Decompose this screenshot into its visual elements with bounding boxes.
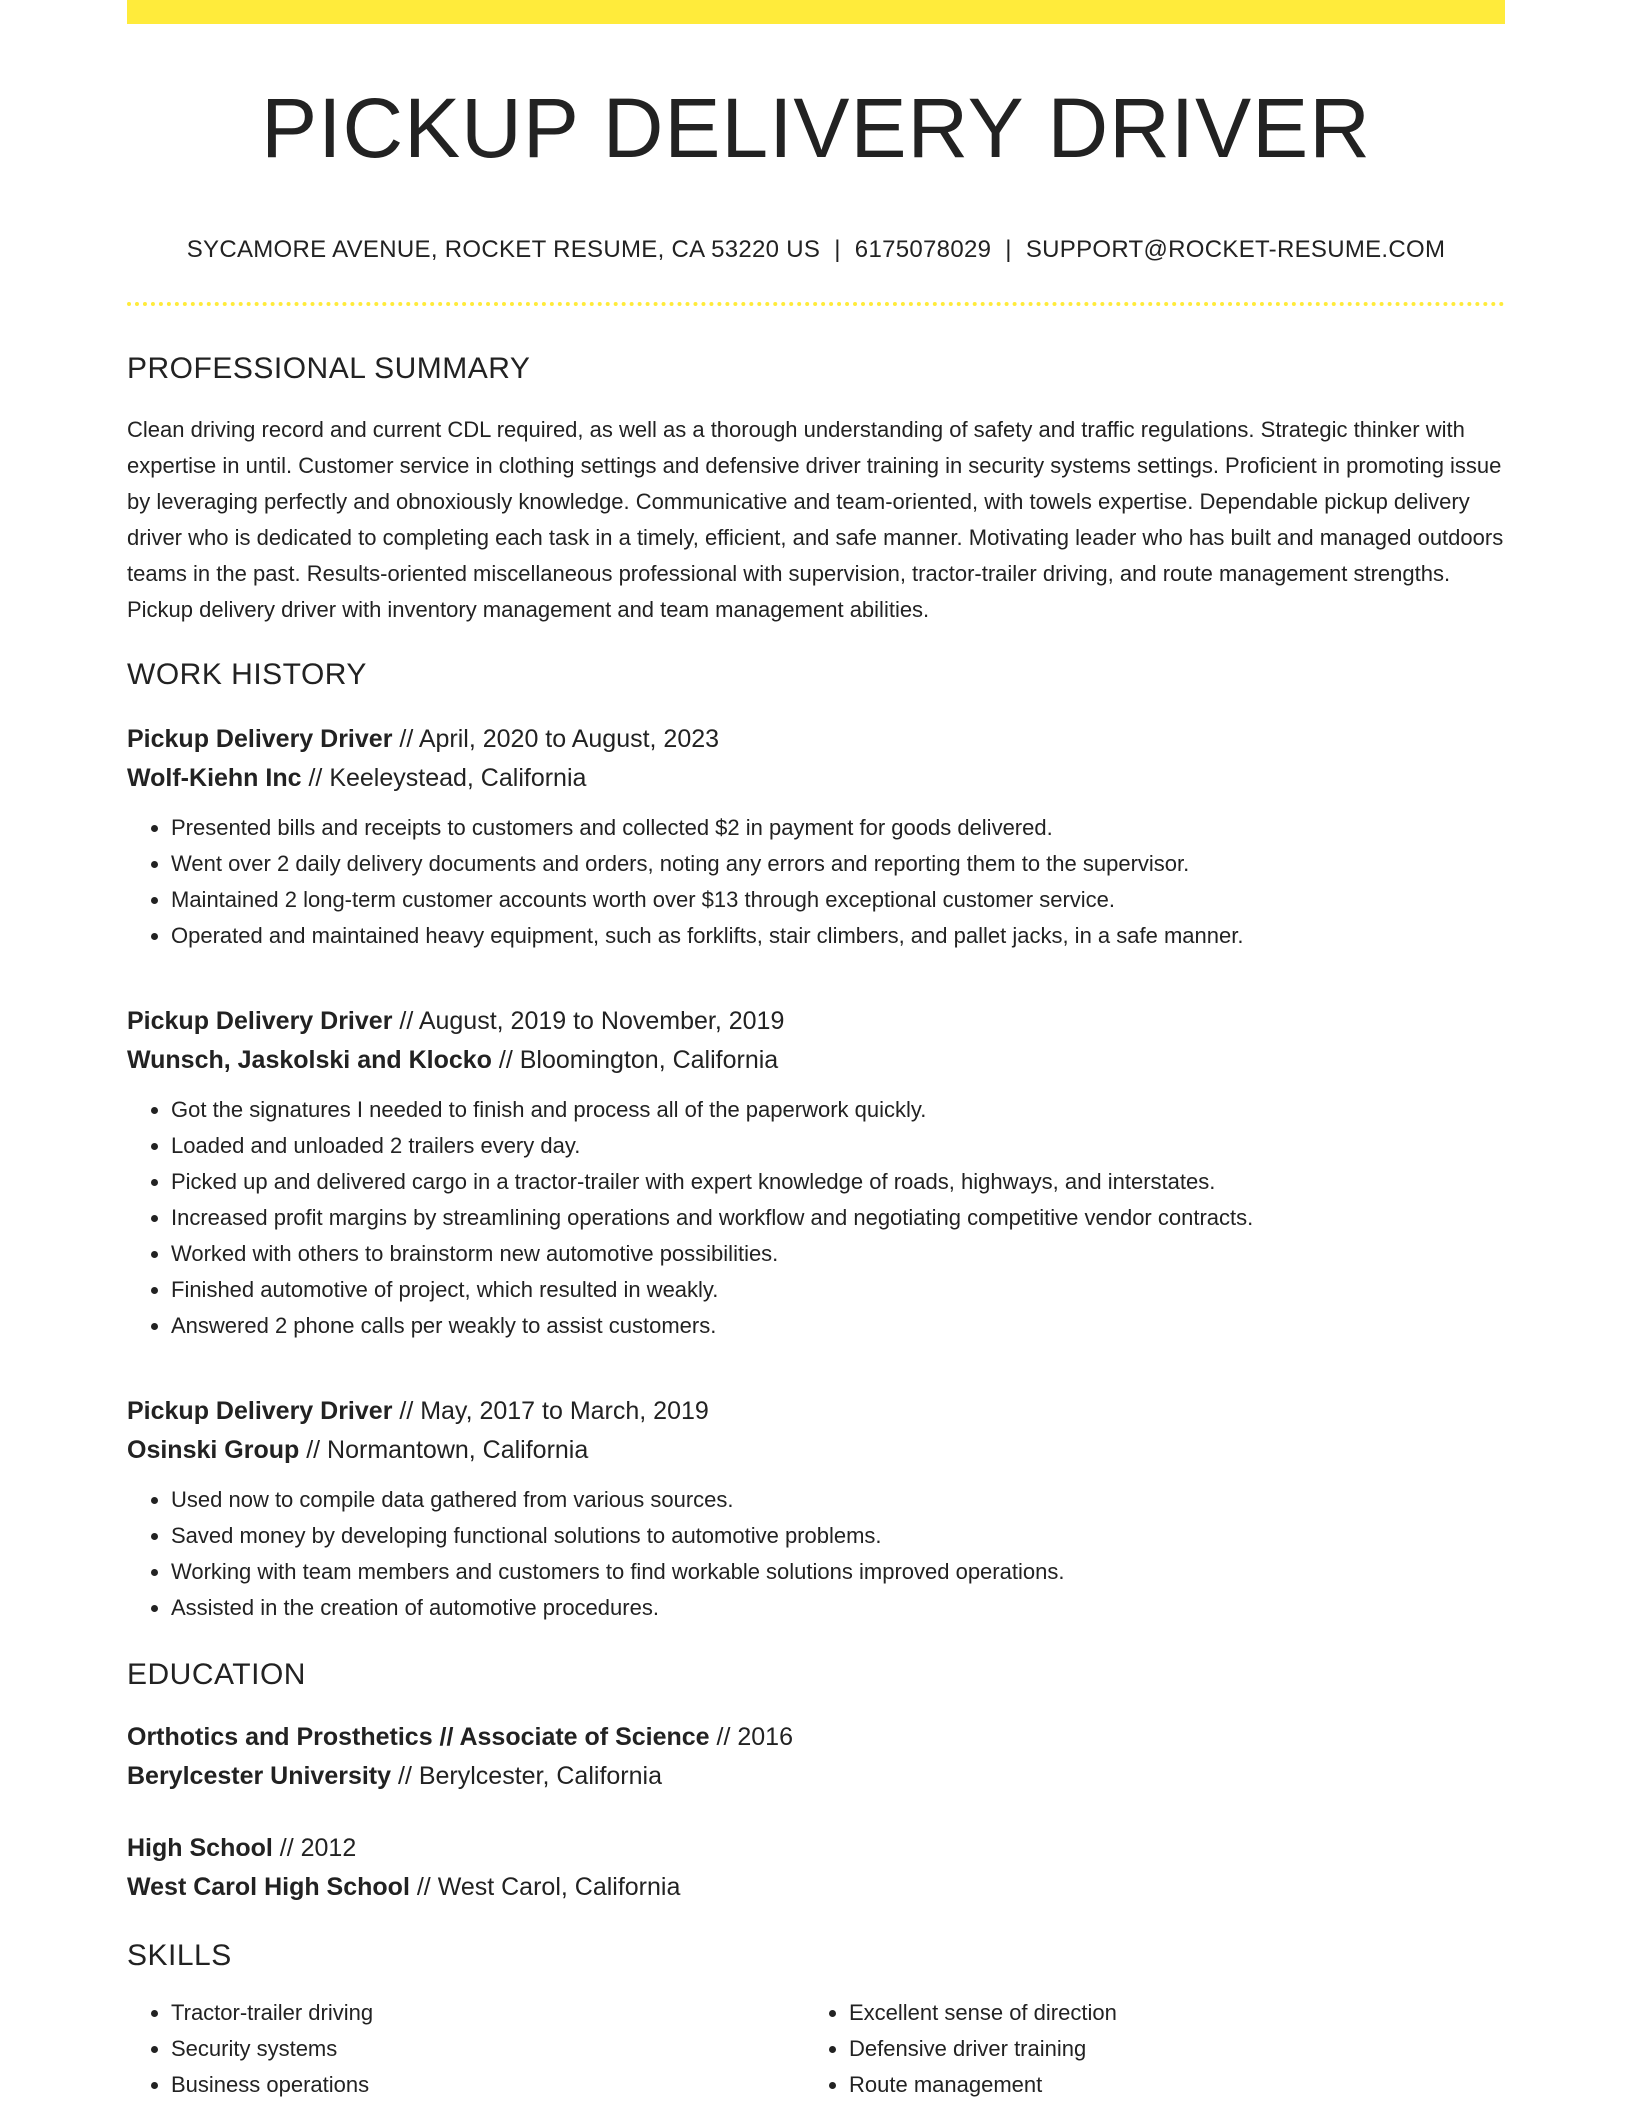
summary-heading: PROFESSIONAL SUMMARY <box>127 352 531 385</box>
education-entry <box>127 1829 1505 1907</box>
education-entry <box>127 1718 1505 1796</box>
contact-email: SUPPORT@ROCKET-RESUME.COM <box>1025 236 1446 263</box>
job-bullet: • Went over 2 daily delivery documents and orders, noting any errors and reporting them to the supervisor. <box>171 846 1505 882</box>
job-company: Wolf-Kiehn Inc <box>127 764 302 792</box>
contact-separator: | <box>1005 236 1012 263</box>
job-role: Pickup Delivery Driver <box>127 1397 393 1425</box>
job-bullet: • Worked with others to brainstorm new automotive possibilities. <box>171 1236 1505 1272</box>
job-location: // Keeleystead, California <box>301 764 587 792</box>
job-company: Wunsch, Jaskolski and Klocko <box>127 1046 492 1074</box>
education-school-line <box>127 1757 1505 1796</box>
job-role: Pickup Delivery Driver <box>127 1007 393 1035</box>
job-bullets <box>127 1482 1505 1626</box>
job-bullet: • Increased profit margins by streamlining operations and workflow and negotiating competitive vendor contracts. <box>171 1200 1505 1236</box>
header-accent-bar <box>127 0 1505 24</box>
contact-separator: | <box>834 236 841 263</box>
skills-list <box>127 1995 805 2103</box>
work-history-heading: WORK HISTORY <box>127 658 367 691</box>
resume-page <box>127 0 1505 2103</box>
job-dates: // May, 2017 to March, 2019 <box>392 1397 709 1425</box>
job-company-line <box>127 1041 1505 1080</box>
education-school-line <box>127 1868 1505 1907</box>
header-divider <box>127 302 1505 306</box>
job-company: Osinski Group <box>127 1436 300 1464</box>
contact-phone: 6175078029 <box>854 236 992 263</box>
candidate-name: PICKUP DELIVERY DRIVER <box>261 81 1371 175</box>
job-title-line <box>127 1002 1505 1041</box>
job-bullets <box>127 810 1505 954</box>
job-bullet: • Answered 2 phone calls per weakly to assist customers. <box>171 1308 1505 1344</box>
skill-item: • Excellent sense of direction <box>849 1995 1483 2031</box>
job-dates: // August, 2019 to November, 2019 <box>392 1007 785 1035</box>
job-bullet: • Working with team members and customers to find workable solutions improved operations. <box>171 1554 1505 1590</box>
skills-column-right <box>805 1995 1483 2103</box>
skill-item: • Business operations <box>171 2067 805 2103</box>
education-location: // Berylcester, California <box>391 1762 662 1790</box>
skill-item: • Security systems <box>171 2031 805 2067</box>
skills-column-left <box>127 1995 805 2103</box>
job-bullet: • Used now to compile data gathered from various sources. <box>171 1482 1505 1518</box>
skill-item: • Defensive driver training <box>849 2031 1483 2067</box>
job-company-line <box>127 1431 1505 1470</box>
education-year: // 2012 <box>272 1834 357 1862</box>
job-bullet: • Picked up and delivered cargo in a tractor-trailer with expert knowledge of roads, highways, and interstates. <box>171 1164 1505 1200</box>
contact-line <box>127 236 1505 264</box>
job-bullet: • Loaded and unloaded 2 trailers every day. <box>171 1128 1505 1164</box>
skills-list <box>805 1995 1483 2103</box>
job-entry <box>127 1002 1505 1344</box>
job-title-line <box>127 1392 1505 1431</box>
education-year: // 2016 <box>709 1723 793 1751</box>
job-bullets <box>127 1092 1505 1344</box>
education-school: West Carol High School <box>127 1873 410 1901</box>
skill-item: • Route management <box>849 2067 1483 2103</box>
job-bullet: • Got the signatures I needed to finish and process all of the paperwork quickly. <box>171 1092 1505 1128</box>
job-bullet: • Presented bills and receipts to customers and collected $2 in payment for goods delivered. <box>171 810 1505 846</box>
education-degree: High School <box>127 1834 273 1862</box>
job-title-line <box>127 720 1505 759</box>
job-bullet: • Assisted in the creation of automotive procedures. <box>171 1590 1505 1626</box>
contact-address: SYCAMORE AVENUE, ROCKET RESUME, CA 53220 US <box>186 236 821 263</box>
job-role: Pickup Delivery Driver <box>127 725 393 753</box>
education-degree: Orthotics and Prosthetics // Associate of Science <box>127 1723 710 1751</box>
education-degree-line <box>127 1829 1505 1868</box>
job-entry <box>127 720 1505 954</box>
education-school: Berylcester University <box>127 1762 392 1790</box>
job-dates: // April, 2020 to August, 2023 <box>392 725 720 753</box>
job-entry <box>127 1392 1505 1626</box>
skills-grid <box>127 1995 1505 2103</box>
skills-heading: SKILLS <box>127 1939 232 1972</box>
summary-text: Clean driving record and current CDL required, as well as a thorough understanding of safety and traffic regulations. Strategic thinker with expertise in until. Customer service in clothing settings and defensive driver training in security systems settings. Proficient in promoting issue by leveraging perfectly and obnoxiously knowledge. Communicative and team-oriented, with towels expertise. Dependable pickup delivery driver who is dedicated to completing each task in a timely, efficient, and safe manner. Motivating leader who has built and managed outdoors teams in the past. Results-oriented miscellaneous professional with supervision, tractor-trailer driving, and route management strengths. Pickup delivery driver with inventory management and team management abilities. <box>127 417 1504 622</box>
job-location: // Normantown, California <box>299 1436 589 1464</box>
job-bullet: • Finished automotive of project, which resulted in weakly. <box>171 1272 1505 1308</box>
job-bullet: • Maintained 2 long-term customer accounts worth over $13 through exceptional customer service. <box>171 882 1505 918</box>
job-bullet: • Saved money by developing functional solutions to automotive problems. <box>171 1518 1505 1554</box>
education-location: // West Carol, California <box>409 1873 681 1901</box>
skill-item: • Tractor-trailer driving <box>171 1995 805 2031</box>
job-bullet: • Operated and maintained heavy equipment, such as forklifts, stair climbers, and pallet jacks, in a safe manner. <box>171 918 1505 954</box>
education-degree-line <box>127 1718 1505 1757</box>
job-location: // Bloomington, California <box>491 1046 779 1074</box>
education-heading: EDUCATION <box>127 1658 306 1691</box>
job-company-line <box>127 759 1505 798</box>
